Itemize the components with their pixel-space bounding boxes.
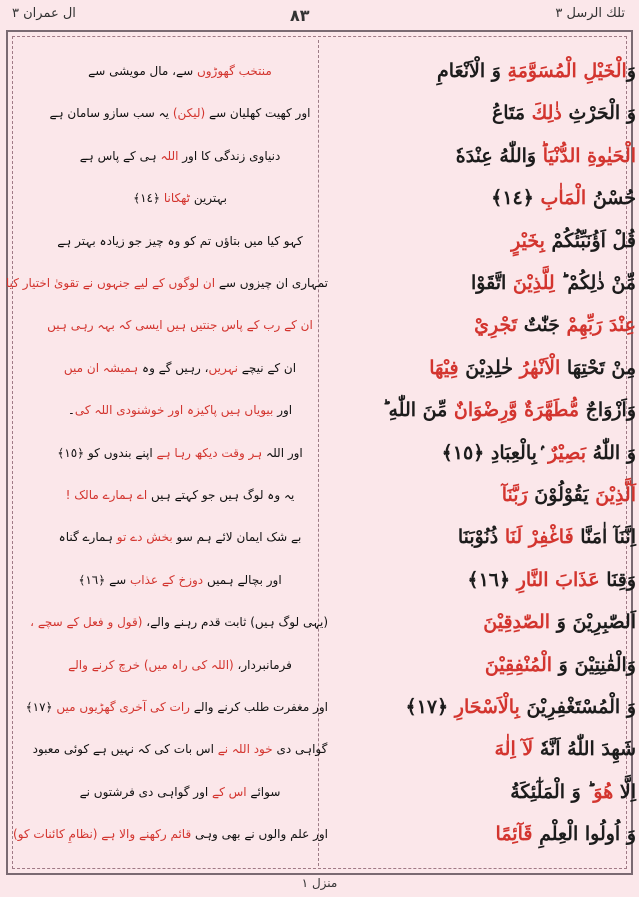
arabic-highlight-segment: عِنْدَ رَبِّهِمْ (566, 314, 636, 337)
urdu-highlight-segment: ان لوگوں کے لیے جنہوں نے تقویٰ اختیار کیا (5, 276, 216, 290)
verse-row (13, 815, 636, 854)
urdu-translation-text (32, 179, 328, 218)
urdu-segment: اور مغفرت طلب کرنے والے (189, 700, 328, 714)
verse-row (14, 349, 636, 388)
arabic-segment: وَ (626, 60, 636, 82)
urdu-highlight-segment: اے ہمارے مالک ! (65, 488, 148, 502)
urdu-segment: سے ﴿١٦﴾ (78, 572, 130, 587)
verse-row (14, 94, 636, 133)
urdu-translation-text (32, 476, 328, 515)
arabic-segment: مِّنْ ذٰلِكُمْ ؕ (554, 272, 636, 294)
arabic-segment: وَ اللّٰهُ (586, 441, 636, 464)
urdu-translation-text (32, 518, 328, 557)
arabic-segment: مِّنَ اللّٰهِ ؕ (382, 399, 454, 422)
verse-row (14, 730, 636, 769)
arabic-highlight-segment: بَصِيْرٌ (548, 441, 587, 464)
page-number: ٨٣ (290, 6, 310, 25)
arabic-segment: خٰلِدِيْنَ (458, 356, 520, 379)
arabic-highlight-segment: ذٰلِكَ (531, 102, 562, 125)
urdu-segment: بے شک ایمان لائے ہم سو (172, 530, 302, 545)
urdu-segment: تمہاری ان چیزوں سے (215, 276, 328, 290)
urdu-highlight-segment: اللہ (160, 148, 179, 163)
urdu-segment: (یہی لوگ ہیں) ثابت قدم رہنے والے، (142, 615, 328, 630)
urdu-translation-text (32, 222, 328, 261)
urdu-highlight-segment: قائم رکھنے والا ہے (نظامِ کائنات کو) (13, 827, 192, 842)
arabic-highlight-segment: قَآئِمًا (495, 823, 533, 846)
arabic-highlight-segment: الصّٰدِقِيْنَ (483, 611, 551, 634)
arabic-verse-text (336, 179, 636, 218)
urdu-translation-text (32, 306, 328, 345)
urdu-segment: بہترین (190, 191, 227, 206)
arabic-segment: شَهِدَ اللّٰهُ اَنَّهٗ (533, 738, 636, 761)
arabic-segment: مَتَاعُ (491, 102, 532, 125)
urdu-segment: اپنے بندوں کو ﴿١٥﴾ (57, 445, 157, 460)
arabic-segment: ؕ وَ الْمَلٰٓئِكَةُ (510, 780, 594, 803)
urdu-highlight-segment: بیویاں ہیں پاکیزہ اور خوشنودی اللہ کی (74, 403, 274, 418)
urdu-highlight-segment: ٹھکانا (163, 191, 191, 206)
verse-row (14, 646, 636, 685)
arabic-verse-text (336, 306, 636, 345)
arabic-segment: ذُنُوْبَنَا (457, 526, 505, 549)
urdu-highlight-segment: (اللہ کی راہ میں) خرچ کرنے والے (68, 657, 234, 672)
arabic-verse-text (336, 94, 636, 133)
arabic-segment: ﴿١٧﴾ (405, 696, 455, 718)
arabic-segment: وَ الْمُسْتَغْفِرِيْنَ (519, 696, 636, 718)
arabic-segment: وَاَزْوَاجٌ (579, 399, 636, 422)
arabic-verse-text (336, 391, 636, 430)
arabic-segment: اَلصّٰبِرِيْنَ وَ (550, 611, 636, 634)
arabic-highlight-segment: الْمَاٰبِ (540, 187, 587, 210)
urdu-translation-text (32, 730, 328, 769)
urdu-highlight-segment: (قول و فعل کے سچے ، (30, 615, 143, 630)
urdu-translation-text (32, 94, 328, 133)
urdu-segment: ہمارے گناہ (58, 530, 117, 545)
verse-row (14, 434, 636, 473)
arabic-highlight-segment: هُوَ (593, 780, 614, 803)
arabic-segment: وَ الْاَنْعَامِ (437, 60, 508, 82)
arabic-segment: اتَّقَوْا (470, 272, 513, 294)
verse-row (14, 179, 636, 218)
arabic-verse-text (336, 730, 636, 769)
arabic-verse-text (336, 646, 636, 685)
urdu-segment: یہ سب سازو سامان ہے (49, 106, 173, 121)
arabic-verse-text (336, 137, 636, 176)
arabic-highlight-segment: لَآ اِلٰهَ (494, 738, 534, 761)
arabic-segment: يَقُوْلُوْنَ (527, 484, 596, 506)
surah-name-header: ال عمران ٣ (12, 6, 76, 21)
arabic-verse-text (336, 603, 636, 642)
arabic-verse-text (336, 434, 636, 473)
urdu-segment: ۔ (67, 403, 75, 418)
verse-row (14, 773, 636, 812)
urdu-translation-text (32, 137, 328, 176)
urdu-translation-text (32, 52, 328, 91)
verse-row (5, 264, 636, 303)
urdu-highlight-segment: (لیکن) (172, 106, 206, 121)
arabic-highlight-segment: بِالْاَسْحَارِ (454, 696, 520, 718)
urdu-highlight-segment: منتخب گھوڑوں (196, 64, 272, 78)
arabic-verse-text (336, 476, 636, 515)
urdu-translation-text (13, 815, 328, 854)
arabic-highlight-segment: تَجْرِيْ (474, 314, 518, 337)
arabic-verse-text (336, 688, 636, 727)
verse-row (14, 476, 636, 515)
arabic-segment: ۢبِالْعِبَادِ ﴿١٥﴾ (441, 441, 549, 464)
arabic-segment: وَ اُولُوا الْعِلْمِ (532, 823, 636, 846)
urdu-translation-text (32, 773, 328, 812)
manzil-footer: منزل ١ (301, 876, 338, 890)
arabic-highlight-segment: اَلَّذِيْنَ (595, 484, 636, 506)
arabic-segment: ﴿١٦﴾ (467, 568, 517, 591)
urdu-segment: ﴿١٤﴾ (133, 191, 164, 206)
arabic-highlight-segment: فِيْهَا (429, 356, 459, 379)
urdu-segment: اور (273, 403, 293, 418)
urdu-segment: ان کے نیچے (237, 360, 297, 375)
urdu-highlight-segment: ہمیشہ ان میں (63, 360, 139, 375)
verse-row (14, 222, 636, 261)
urdu-highlight-segment: نہریں (208, 360, 238, 375)
verse-row (14, 603, 636, 642)
verse-row (14, 306, 636, 345)
arabic-highlight-segment: فَاغْفِرْ لَنَا (504, 526, 574, 549)
arabic-segment: اِلَّا (613, 780, 636, 803)
urdu-highlight-segment: اس کے (212, 784, 247, 799)
arabic-verse-text (336, 773, 636, 812)
urdu-segment: دنیاوی زندگی کا اور (178, 148, 281, 163)
arabic-segment: وَ الْحَرْثِ (561, 102, 636, 125)
urdu-highlight-segment: بخش دے تو (116, 530, 173, 545)
arabic-segment: ؕ وَاللّٰهُ عِنْدَهٗ (455, 144, 543, 167)
urdu-segment: اور بچالے ہمیں (203, 572, 282, 587)
arabic-highlight-segment: الْاَنْهٰرُ (519, 356, 561, 379)
urdu-translation-text (32, 434, 328, 473)
urdu-translation-text (5, 264, 328, 303)
urdu-segment: سوائے (246, 784, 281, 799)
verse-row (14, 561, 636, 600)
arabic-highlight-segment: الْخَيْلِ الْمُسَوَّمَةِ (507, 60, 627, 82)
verse-row (14, 391, 636, 430)
arabic-highlight-segment: الْحَيٰوةِ الدُّنْيَا (542, 144, 636, 167)
urdu-segment: ہی کے پاس ہے (79, 148, 161, 163)
arabic-segment: حُسْنُ (586, 187, 636, 210)
urdu-segment: ﴿١٧﴾ (25, 700, 57, 714)
arabic-segment: وَقِنَا (599, 568, 636, 591)
verse-row (14, 688, 636, 727)
arabic-segment: مِنْ تَحْتِهَا (560, 356, 636, 379)
arabic-verse-text (336, 264, 636, 303)
arabic-verse-text (336, 222, 636, 261)
urdu-segment: اس بات کی کہ نہیں ہے کوئی معبود (32, 742, 218, 757)
urdu-segment: فرمانبردار، (233, 657, 292, 672)
urdu-segment: گواہی دی (272, 742, 328, 757)
arabic-highlight-segment: بِخَيْرٍ (511, 229, 545, 252)
urdu-translation-text (32, 349, 328, 388)
arabic-verse-text (336, 349, 636, 388)
urdu-segment: سے، مال مویشی سے (88, 64, 197, 78)
urdu-segment: اور اللہ (262, 445, 303, 460)
arabic-verse-text (336, 815, 636, 854)
arabic-verse-text (336, 561, 636, 600)
verse-row (14, 137, 636, 176)
verse-row (14, 52, 636, 91)
arabic-highlight-segment: مُّطَهَّرَةٌ وَّرِضْوَانٌ (453, 399, 580, 422)
urdu-segment: اور کھیت کھلیان سے (205, 106, 311, 121)
urdu-segment: ، رہیں گے وہ (138, 360, 209, 375)
urdu-highlight-segment: خود اللہ نے (217, 742, 273, 757)
urdu-segment: کہو کیا میں بتاؤں تم کو وہ چیز جو زیادہ بہتر ہے (57, 233, 303, 248)
urdu-translation-text (32, 391, 328, 430)
urdu-translation-text (32, 561, 328, 600)
urdu-highlight-segment: دوزخ کے عذاب (129, 572, 204, 587)
arabic-segment: وَالْقٰنِتِيْنَ وَ (552, 653, 636, 676)
urdu-highlight-segment: ہر وقت دیکھ رہا ہے (156, 445, 263, 460)
arabic-highlight-segment: لِلَّذِيْنَ (512, 272, 555, 294)
arabic-highlight-segment: الْمُنْفِقِيْنَ (484, 653, 553, 676)
arabic-highlight-segment: عَذَابَ النَّارِ (516, 568, 600, 591)
urdu-segment: اور علم والوں نے بھی وہی (191, 827, 328, 842)
urdu-highlight-segment: رات کی آخری گھڑیوں میں (56, 700, 190, 714)
arabic-segment: جَنّٰتٌ (517, 314, 567, 337)
arabic-verse-text (336, 52, 636, 91)
juz-name-header: تلك الرسل ٣ (555, 6, 625, 21)
arabic-segment: اِنَّنَآ اٰمَنَّا (573, 526, 636, 549)
verse-row (14, 518, 636, 557)
arabic-segment: ﴿١٤﴾ (491, 187, 541, 210)
urdu-highlight-segment: ان کے رب کے پاس جنتیں ہیں ایسی کہ بہہ رہی ہیں (47, 318, 313, 333)
arabic-segment: قُلْ اَؤُنَبِّئُكُمْ (544, 229, 636, 252)
urdu-translation-text (25, 688, 328, 727)
urdu-segment: یہ وہ لوگ ہیں جو کہتے ہیں (147, 488, 295, 502)
arabic-verse-text (336, 518, 636, 557)
urdu-segment: اور گواہی دی فرشتوں نے (79, 784, 213, 799)
urdu-translation-text (32, 646, 328, 685)
urdu-translation-text (32, 603, 328, 642)
arabic-highlight-segment: رَبَّنَآ (501, 484, 528, 506)
